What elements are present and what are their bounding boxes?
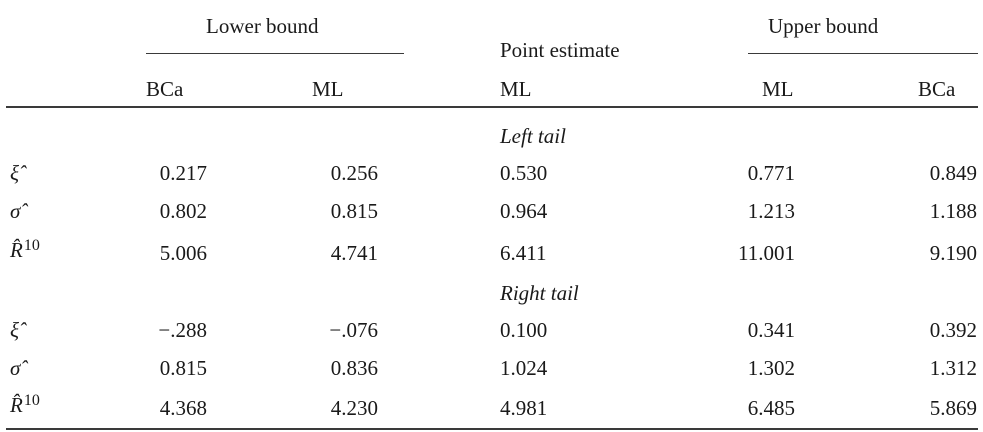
cell-value: 4.230 [330,396,378,420]
section-title-right-tail: Right tail [500,281,579,305]
point-estimate-header: Point estimate [500,38,620,62]
cell-value: 9.190 [929,241,977,265]
cell-value: 0.815 [159,356,207,380]
cell-value: 6.411 [500,241,547,265]
cell-value: 0.256 [330,161,378,185]
row-symbol-r10: R̂$^{10}$ [10,237,40,262]
cell-value: 4.368 [159,396,207,420]
cell-value: 0.964 [500,199,548,223]
cell-value: 1.312 [929,356,977,380]
col-header-lower-ml: ML [312,77,344,101]
header-rule [6,106,978,108]
row-symbol-sigma: σ̂ [10,199,21,223]
cell-value: 0.815 [330,199,378,223]
col-header-upper-ml: ML [762,77,794,101]
cell-value: 4.981 [500,396,548,420]
lower-bound-header: Lower bound [206,14,319,38]
cell-value: −.076 [329,318,378,342]
bottom-rule [6,428,978,430]
row-symbol-r10: R̂$^{10}$ [10,392,40,417]
cell-value: 5.006 [159,241,207,265]
upper-bound-header: Upper bound [768,14,879,38]
col-header-lower-bca: BCa [146,77,184,101]
cell-value: 0.392 [929,318,977,342]
row-symbol-xi: ξ̂ [10,161,19,185]
cell-value: 0.530 [500,161,548,185]
cell-value: 5.869 [929,396,977,420]
cell-value: 0.771 [747,161,795,185]
upper-bound-rule [748,53,978,54]
cell-value: 1.302 [747,356,795,380]
cell-value: 0.341 [747,318,795,342]
cell-value: −.288 [158,318,207,342]
cell-value: 0.836 [330,356,378,380]
cell-value: 0.802 [159,199,207,223]
row-symbol-xi: ξ̂ [10,318,19,342]
cell-value: 1.188 [929,199,977,223]
cell-value: 1.213 [747,199,795,223]
section-title-left-tail: Left tail [500,124,566,148]
cell-value: 1.024 [500,356,548,380]
cell-value: 0.217 [159,161,207,185]
row-symbol-sigma: σ̂ [10,356,21,380]
cell-value: 4.741 [330,241,378,265]
lower-bound-rule [146,53,404,54]
cell-value: 0.100 [500,318,548,342]
col-header-upper-bca: BCa [918,77,956,101]
cell-value: 0.849 [929,161,977,185]
col-header-point-ml: ML [500,77,532,101]
cell-value: 6.485 [747,396,795,420]
cell-value: 11.001 [738,241,795,265]
